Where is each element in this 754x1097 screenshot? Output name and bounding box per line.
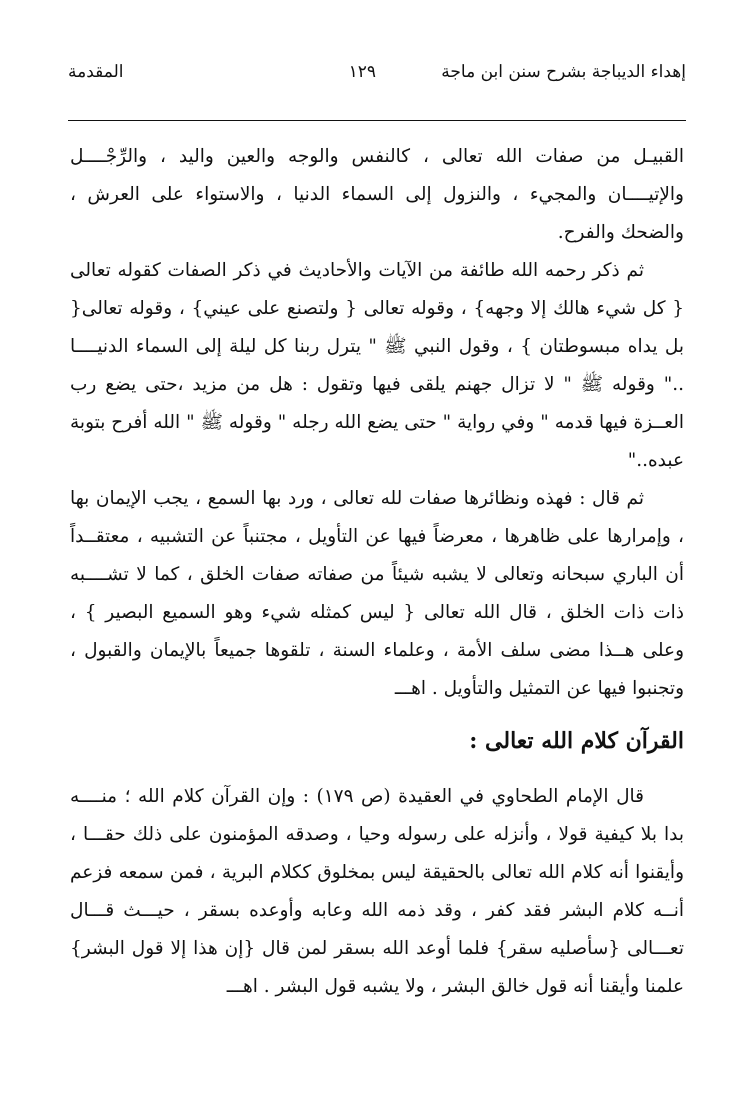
page-number: ١٢٩ [348,62,376,82]
book-title: إهداء الديباجة بشرح سنن ابن ماجة [441,62,686,82]
section-1-text [70,138,684,708]
section-2-text [70,778,684,1006]
header-divider [68,120,686,121]
page-header [68,58,686,90]
paragraph: القبيـل من صفات الله تعالى ، كالنفس والوجه والعين واليد ، والرِّجْــــل والإتيــــان والمجيء ، والنزول إلى السماء الدنيا ، والاستواء على العرش ، والضحك والفرح. [70,146,684,243]
section-heading: القرآن كلام الله تعالى : [469,728,684,754]
paragraph: قال الإمام الطحاوي في العقيدة (ص ١٧٩) : وإن القرآن كلام الله ؛ منــــه بدا بلا كيفية قولا ، وأنزله على رسوله وحيا ، وصدقه المؤمنون على ذلك حقـــا ، وأيقنوا أنه كلام الله تعالى بالحقيقة ليس بمخلوق ككلام البرية ، فمن سمعه فزعم أنــه كلام البشر فقد كفر ، وقد ذمه الله وعابه وأوعده بسقر ، حيـــث قـــال تعـــالى {سأصليه سقر} فلما أوعد الله بسقر لمن قال {إن هذا إلا قول البشر} علمنا وأيقنا أنه قول خالق البشر ، ولا يشبه قول البشر . اهـــ [70,786,684,997]
paragraph: ثم قال : فهذه ونظائرها صفات لله تعالى ، ورد بها السمع ، يجب الإيمان بها ، وإمرارها على ظاهرها ، معرضاً فيها عن التأويل ، مجتنباً عن التشبيه ، معتقــداً أن الباري سبحانه وتعالى لا يشبه شيئاً من صفاته صفات الخلق ، كما لا تشــــبه ذات ذات الخلق ، قال الله تعالى { ليس كمثله شيء وهو السميع البصير } ، وعلى هــذا مضى سلف الأمة ، وعلماء السنة ، تلقوها جميعاً بالإيمان والقبول ، وتجنبوا فيها عن التمثيل والتأويل . اهـــ [70,488,684,699]
section-name: المقدمة [68,62,124,82]
paragraph: ثم ذكر رحمه الله طائفة من الآيات والأحاديث في ذكر الصفات كقوله تعالى { كل شيء هالك إلا وجهه} ، وقوله تعالى { ولتصنع على عيني} ، وقوله تعالى{ بل يداه مبسوطتان } ، وقول النبي ﷺ " يترل ربنا كل ليلة إلى السماء الدنيــــا .." وقوله ﷺ " لا تزال جهنم يلقى فيها وتقول : هل من مزيد ،حتى يضع رب العــزة فيها قدمه " وفي رواية " حتى يضع الله رجله " وقوله ﷺ " الله أفرح بتوبة عبده.." [70,260,684,471]
